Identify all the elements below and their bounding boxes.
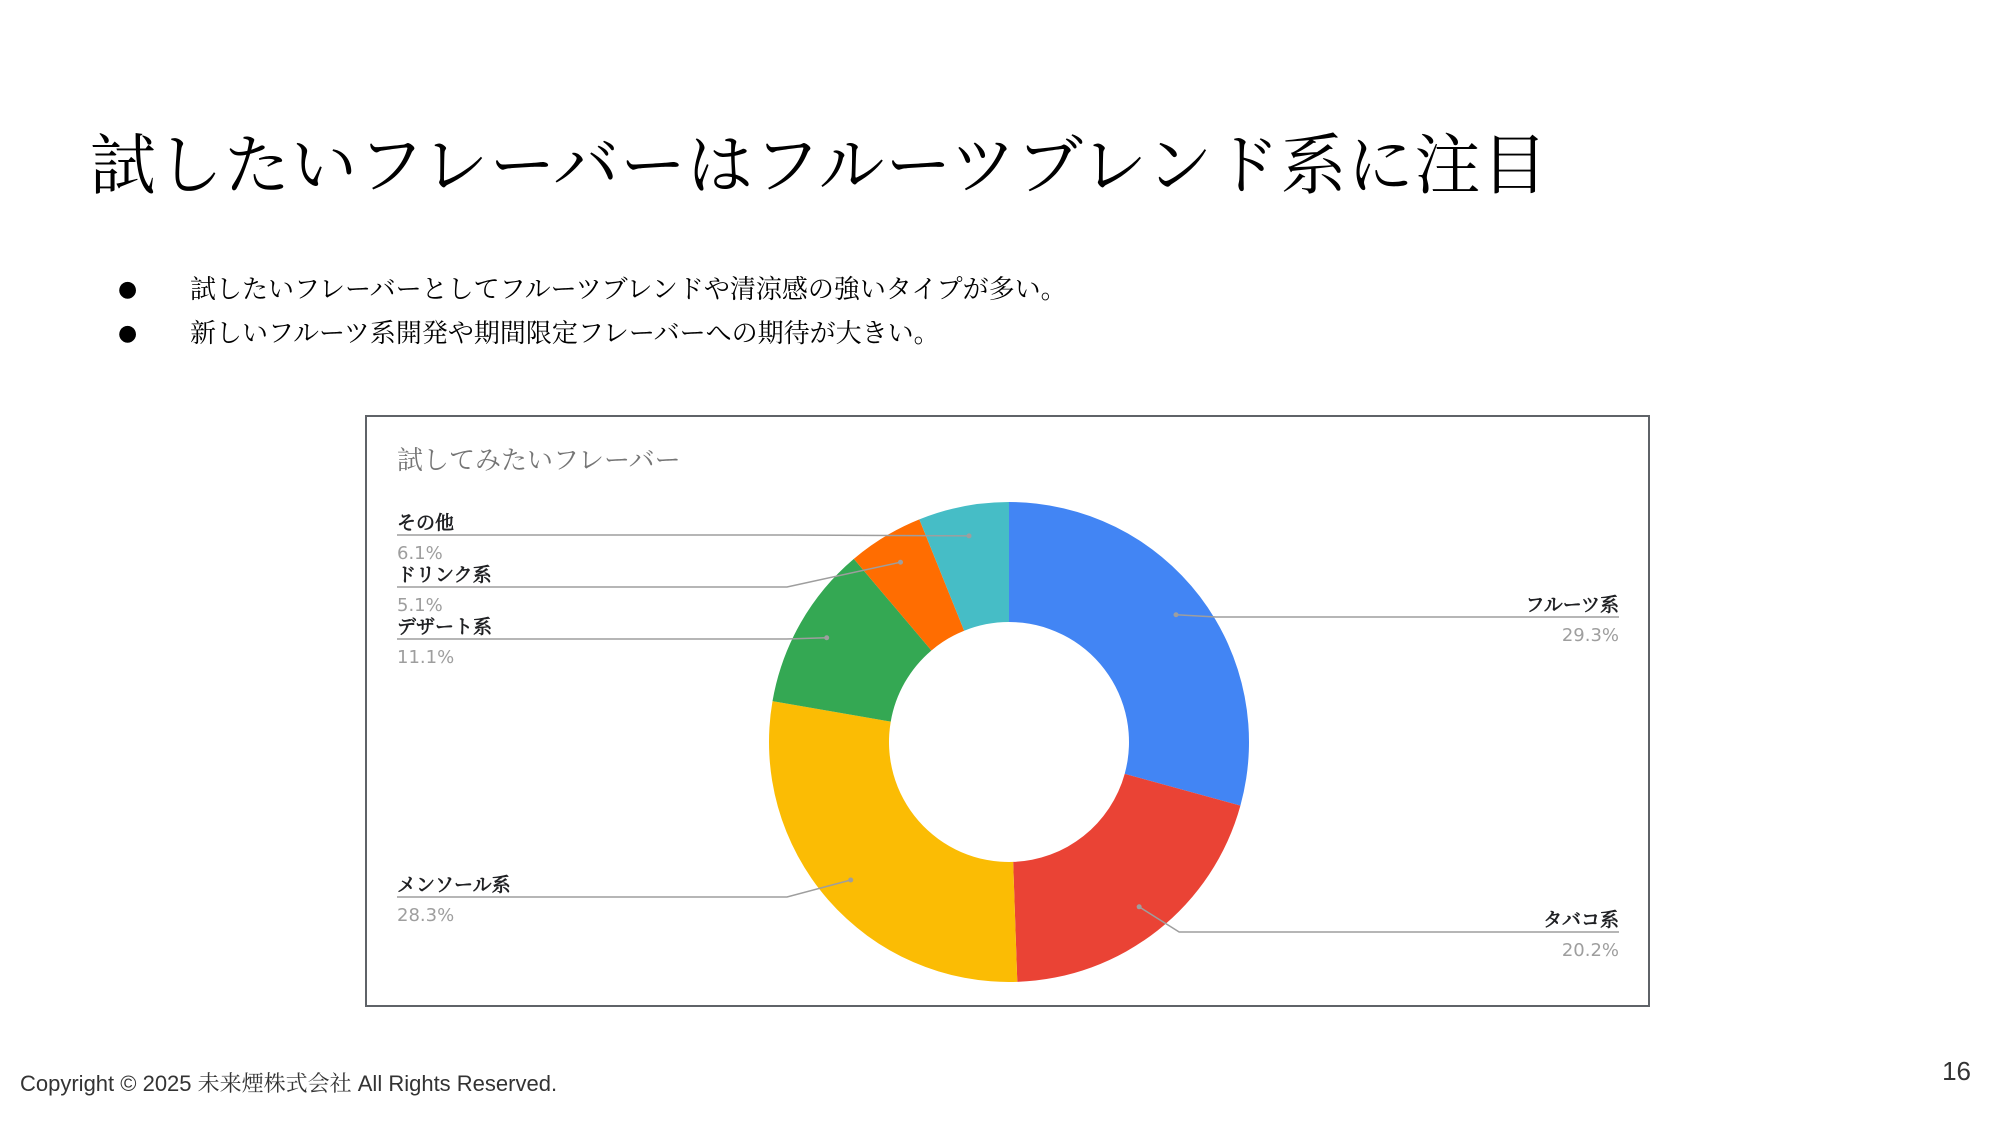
slice-label-1: タバコ系: [1543, 909, 1619, 931]
slice-value-3: 11.1%: [397, 647, 455, 668]
copyright-footer: Copyright © 2025 未来煙株式会社 All Rights Reserved.: [20, 1071, 558, 1096]
slice-value-1: 20.2%: [1561, 940, 1619, 961]
slice-value-5: 6.1%: [397, 543, 443, 564]
bullet-dot-icon: ●: [118, 277, 138, 302]
bullet-text: 新しいフルーツ系開発や期間限定フレーバーへの期待が大きい。: [190, 319, 940, 349]
bullet-item: [118, 268, 1067, 312]
slice-label-5: その他: [397, 512, 455, 534]
donut-chart: [367, 417, 1648, 1005]
slice-2: [769, 701, 1017, 982]
slide-title: 試したいフレーバーはフルーツブレンド系に注目: [90, 127, 1549, 204]
slice-value-0: 29.3%: [1561, 625, 1619, 646]
slices-group: [769, 502, 1249, 982]
chart-frame: [365, 415, 1650, 1007]
slice-value-2: 28.3%: [397, 905, 455, 926]
slice-value-4: 5.1%: [397, 595, 443, 616]
slice-1: [1013, 774, 1240, 982]
chart-title: 試してみたいフレーバー: [397, 446, 681, 476]
bullet-item: [118, 312, 1067, 356]
page-number: 16: [1942, 1056, 1971, 1086]
slice-0: [1009, 502, 1249, 806]
slice-label-0: フルーツ系: [1525, 594, 1619, 616]
slice-label-2: メンソール系: [397, 874, 511, 896]
bullet-list: [118, 268, 1067, 356]
bullet-dot-icon: ●: [118, 321, 138, 346]
slice-label-3: デザート系: [397, 616, 493, 638]
slice-label-4: ドリンク系: [397, 564, 492, 586]
leader-line-5: [397, 535, 969, 536]
bullet-text: 試したいフレーバーとしてフルーツブレンドや清涼感の強いタイプが多い。: [190, 275, 1067, 305]
